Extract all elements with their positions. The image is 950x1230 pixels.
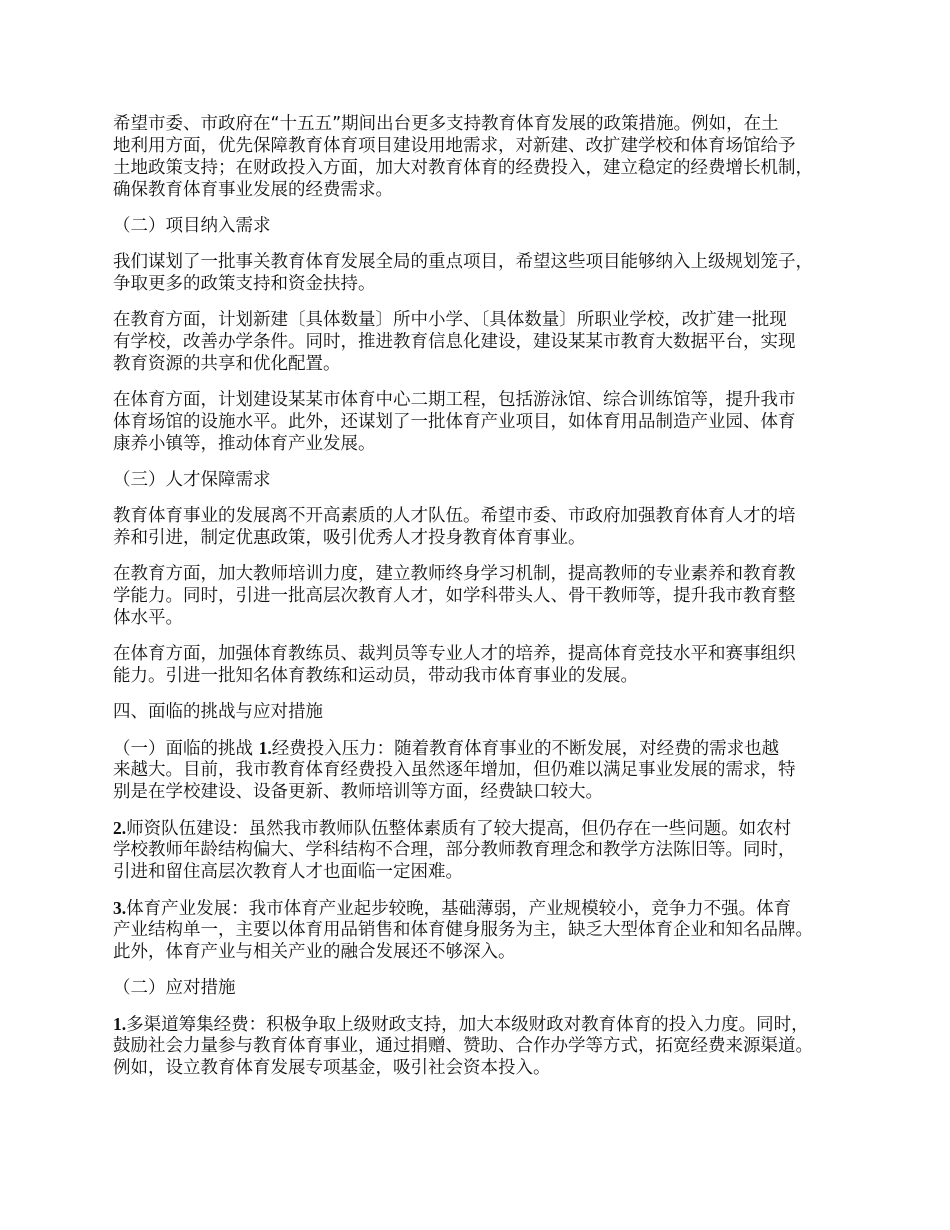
line-text: 在教育方面，加大教师培训力度，建立教师终身学习机制，提高教师的专业素养和教育教 xyxy=(113,564,796,584)
text-line xyxy=(113,157,873,179)
paragraph xyxy=(113,113,873,201)
text-line xyxy=(113,919,873,941)
text-line xyxy=(113,977,873,999)
line-text: 经费投入压力：随着教育体育事业的不断发展，对经费的需求也越 xyxy=(271,739,780,759)
text-line xyxy=(113,563,873,585)
section-heading xyxy=(113,469,873,491)
item-number: 3. xyxy=(113,898,127,918)
section-heading xyxy=(113,701,873,723)
text-line xyxy=(113,941,873,963)
line-text: 康养小镇等，推动体育产业发展。 xyxy=(113,434,376,454)
line-text: 师资队伍建设：虽然我市教师队伍整体素质有了较大提高，但仍存在一些问题。如农村 xyxy=(126,819,792,839)
text-line xyxy=(113,665,873,687)
text-line xyxy=(113,469,873,491)
paragraph-prefix: （一）面临的挑战 xyxy=(113,739,259,759)
text-line xyxy=(113,897,873,919)
section-heading xyxy=(113,215,873,237)
text-line xyxy=(113,861,873,883)
line-text: 产业结构单一，主要以体育用品销售和体育健身服务为主，缺乏大型体育企业和知名品牌。 xyxy=(113,920,813,940)
paragraph xyxy=(113,737,873,803)
text-line xyxy=(113,781,873,803)
paragraph xyxy=(113,817,873,883)
line-text: 别是在学校建设、设备更新、教师培训等方面，经费缺口较大。 xyxy=(113,782,603,802)
paragraph xyxy=(113,1013,873,1079)
line-text: 鼓励社会力量参与教育体育事业，通过捐赠、赞助、合作办学等方式，拓宽经费来源渠道。 xyxy=(113,1036,813,1056)
text-line xyxy=(113,759,873,781)
paragraph xyxy=(113,505,873,549)
paragraph xyxy=(113,251,873,295)
line-text: 争取更多的政策支持和资金扶持。 xyxy=(113,274,376,294)
text-line xyxy=(113,411,873,433)
text-line xyxy=(113,737,873,759)
line-text: 在体育方面，计划建设某某市体育中心二期工程，包括游泳馆、综合训练馆等，提升我市 xyxy=(113,390,796,410)
text-line xyxy=(113,113,873,135)
text-line xyxy=(113,527,873,549)
text-line xyxy=(113,273,873,295)
line-text: 有学校，改善办学条件。同时，推进教育信息化建设，建设某某市教育大数据平台，实现 xyxy=(113,332,796,352)
paragraph xyxy=(113,563,873,629)
line-text: 能力。引进一批知名体育教练和运动员，带动我市体育事业的发展。 xyxy=(113,666,638,686)
line-text: 例如，设立教育体育发展专项基金，吸引社会资本投入。 xyxy=(113,1058,551,1078)
text-line xyxy=(113,643,873,665)
text-line xyxy=(113,817,873,839)
text-line xyxy=(113,331,873,353)
line-text: 体水平。 xyxy=(113,608,183,628)
text-line xyxy=(113,701,873,723)
paragraph xyxy=(113,389,873,455)
text-line xyxy=(113,1035,873,1057)
line-text: 学能力。同时，引进一批高层次教育人才，如学科带头人、骨干教师等，提升我市教育整 xyxy=(113,586,796,606)
line-text: 养和引进，制定优惠政策，吸引优秀人才投身教育体育事业。 xyxy=(113,528,586,548)
line-text: 在教育方面，计划新建〔具体数量〕所中小学、〔具体数量〕所职业学校，改扩建一批现 xyxy=(113,310,787,330)
line-text: （三）人才保障需求 xyxy=(113,470,271,490)
item-number: 1. xyxy=(113,1014,127,1034)
paragraph xyxy=(113,643,873,687)
document-body xyxy=(113,113,873,1093)
item-number: 2. xyxy=(113,818,127,838)
line-text: 多渠道筹集经费：积极争取上级财政支持，加大本级财政对教育体育的投入力度。同时， xyxy=(126,1015,809,1035)
text-line xyxy=(113,135,873,157)
line-text: 确保教育体育事业发展的经费需求。 xyxy=(113,180,393,200)
line-text: 引进和留住高层次教育人才也面临一定困难。 xyxy=(113,862,463,882)
line-text: 教育资源的共享和优化配置。 xyxy=(113,354,341,374)
line-text: 体育场馆的设施水平。此外，还谋划了一批体育产业项目，如体育用品制造产业园、体育 xyxy=(113,412,796,432)
line-text: 希望市委、市政府在“十五五”期间出台更多支持教育体育发展的政策措施。例如，在土 xyxy=(113,114,779,134)
line-text: 体育产业发展：我市体育产业起步较晚，基础薄弱，产业规模较小，竞争力不强。体育 xyxy=(126,899,792,919)
line-text: 学校教师年龄结构偏大、学科结构不合理，部分教师教育理念和教学方法陈旧等。同时， xyxy=(113,840,796,860)
text-line xyxy=(113,433,873,455)
item-number: 1. xyxy=(258,738,272,758)
line-text: （二）项目纳入需求 xyxy=(113,216,271,236)
text-line xyxy=(113,839,873,861)
line-text: 此外，体育产业与相关产业的融合发展还不够深入。 xyxy=(113,942,516,962)
text-line xyxy=(113,607,873,629)
line-text: 四、面临的挑战与应对措施 xyxy=(113,702,323,722)
text-line xyxy=(113,309,873,331)
text-line xyxy=(113,353,873,375)
section-heading xyxy=(113,977,873,999)
line-text: 教育体育事业的发展离不开高素质的人才队伍。希望市委、市政府加强教育体育人才的培 xyxy=(113,506,796,526)
paragraph xyxy=(113,897,873,963)
line-text: 我们谋划了一批事关教育体育发展全局的重点项目，希望这些项目能够纳入上级规划笼子， xyxy=(113,252,813,272)
line-text: （二）应对措施 xyxy=(113,978,236,998)
paragraph xyxy=(113,309,873,375)
text-line xyxy=(113,251,873,273)
line-text: 在体育方面，加强体育教练员、裁判员等专业人才的培养，提高体育竞技水平和赛事组织 xyxy=(113,644,796,664)
text-line xyxy=(113,1013,873,1035)
line-text: 土地政策支持；在财政投入方面，加大对教育体育的经费投入，建立稳定的经费增长机制， xyxy=(113,158,813,178)
text-line xyxy=(113,585,873,607)
line-text: 来越大。目前，我市教育体育经费投入虽然逐年增加，但仍难以满足事业发展的需求，特 xyxy=(113,760,796,780)
text-line xyxy=(113,505,873,527)
text-line xyxy=(113,179,873,201)
line-text: 地利用方面，优先保障教育体育项目建设用地需求，对新建、改扩建学校和体育场馆给予 xyxy=(113,136,796,156)
text-line xyxy=(113,215,873,237)
text-line xyxy=(113,1057,873,1079)
text-line xyxy=(113,389,873,411)
